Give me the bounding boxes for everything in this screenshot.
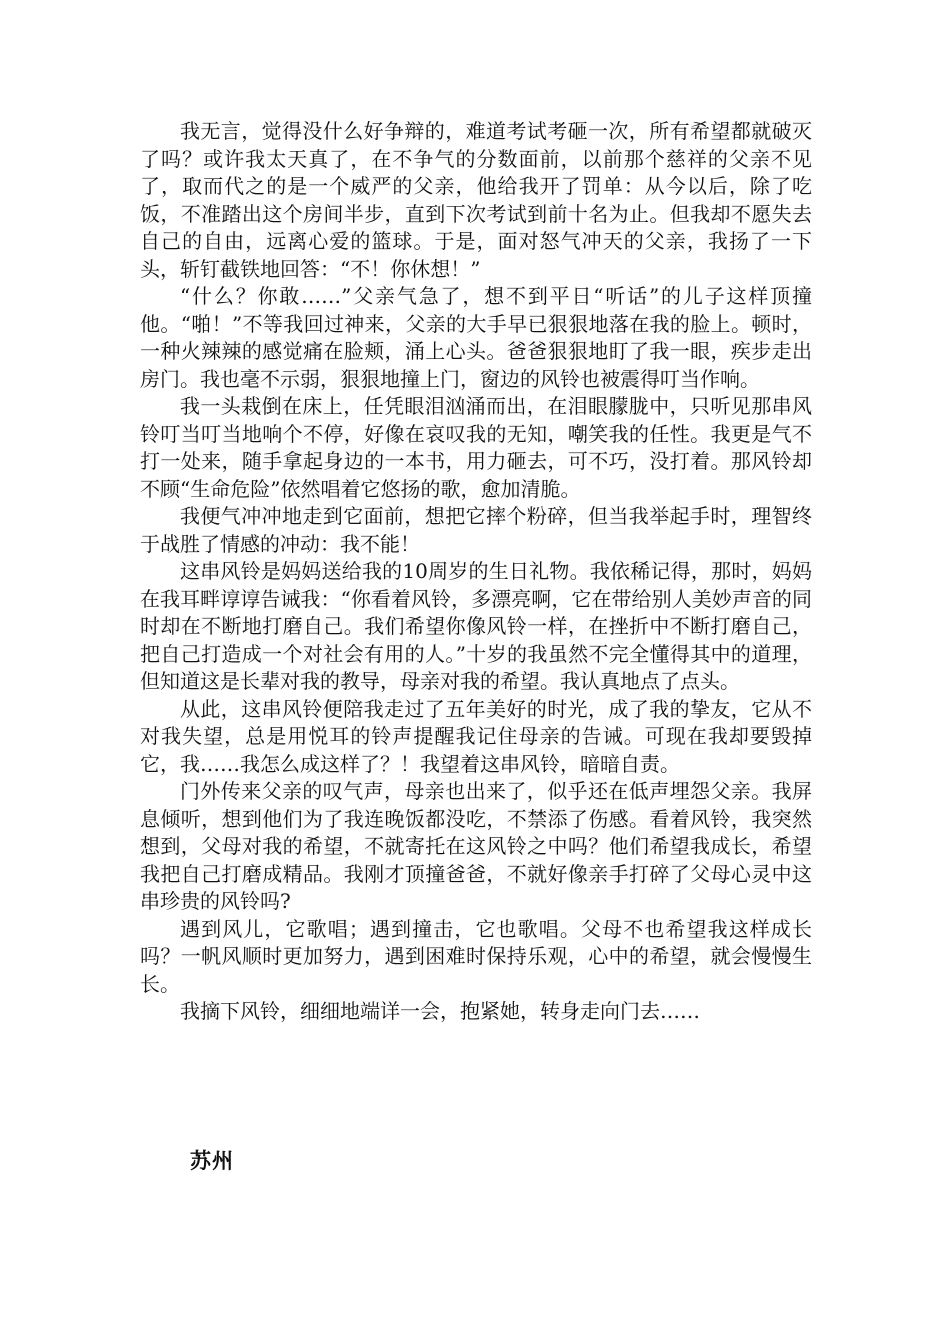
paragraph: 我便气冲冲地走到它面前，想把它摔个粉碎，但当我举起手时，理智终于战胜了情感的冲动：我不能！	[140, 504, 812, 556]
footer-heading: 苏州	[190, 1149, 234, 1173]
paragraph: 遇到风儿，它歌唱；遇到撞击，它也歌唱。父母不也希望我这样成长吗？一帆风顺时更加努力，遇到困难时保持乐观，心中的希望，就会慢慢生长。	[140, 916, 812, 996]
paragraph: 门外传来父亲的叹气声，母亲也出来了，似乎还在低声埋怨父亲。我屏息倾听，想到他们为了我连晚饭都没吃，不禁添了伤感。看着风铃，我突然想到，父母对我的希望，不就寄托在这风铃之中吗？他们希望我成长，希望我把自己打磨成精品。我刚才顶撞爸爸，不就好像亲手打碎了父母心灵中这串珍贵的风铃吗?	[140, 779, 812, 913]
paragraph: “什么？你敢……”父亲气急了，想不到平日“听话”的儿子这样顶撞他。“啪！”不等我回过神来，父亲的大手早已狠狠地落在我的脸上。顿时，一种火辣辣的感觉痛在脸颊，涌上心头。爸爸狠狠地盯了我一眼，疾步走出房门。我也毫不示弱，狠狠地撞上门，窗边的风铃也被震得叮当作响。	[140, 284, 812, 391]
paragraph: 我无言，觉得没什么好争辩的，难道考试考砸一次，所有希望都就破灭了吗？或许我太天真了，在不争气的分数面前，以前那个慈祥的父亲不见了，取而代之的是一个威严的父亲，他给我开了罚单：从今以后，除了吃饭，不准踏出这个房间半步，直到下次考试到前十名为止。但我却不愿失去自己的自由，远离心爱的篮球。于是，面对怒气冲天的父亲，我扬了一下头，斩钉截铁地回答：“不！你休想！”	[140, 119, 812, 281]
paragraph: 从此，这串风铃便陪我走过了五年美好的时光，成了我的挚友，它从不对我失望，总是用悦耳的铃声提醒我记住母亲的告诫。可现在我却要毁掉它，我……我怎么成这样了？！我望着这串风铃，暗暗自责。	[140, 696, 812, 776]
essay-body	[140, 118, 812, 1026]
paragraph: 我摘下风铃，细细地端详一会，抱紧她，转身走向门去……	[180, 999, 700, 1023]
paragraph: 我一头栽倒在床上，任凭眼泪汹涌而出，在泪眼朦胧中，只听见那串风铃叮当叮当地响个不停，好像在哀叹我的无知，嘲笑我的任性。我更是气不打一处来，随手拿起身边的一本书，用力砸去，可不巧，没打着。那风铃却不顾“生命危险”依然唱着它悠扬的歌，愈加清脆。	[140, 394, 812, 501]
paragraph: 这串风铃是妈妈送给我的10周岁的生日礼物。我依稀记得，那时，妈妈在我耳畔谆谆告诫我：“你看着风铃，多漂亮啊，它在带给别人美妙声音的同时却在不断地打磨自己。我们希望你像风铃一样，在挫折中不断打磨自己，把自己打造成一个对社会有用的人。”十岁的我虽然不完全懂得其中的道理，但知道这是长辈对我的教导，母亲对我的希望。我认真地点了点头。	[140, 559, 812, 693]
